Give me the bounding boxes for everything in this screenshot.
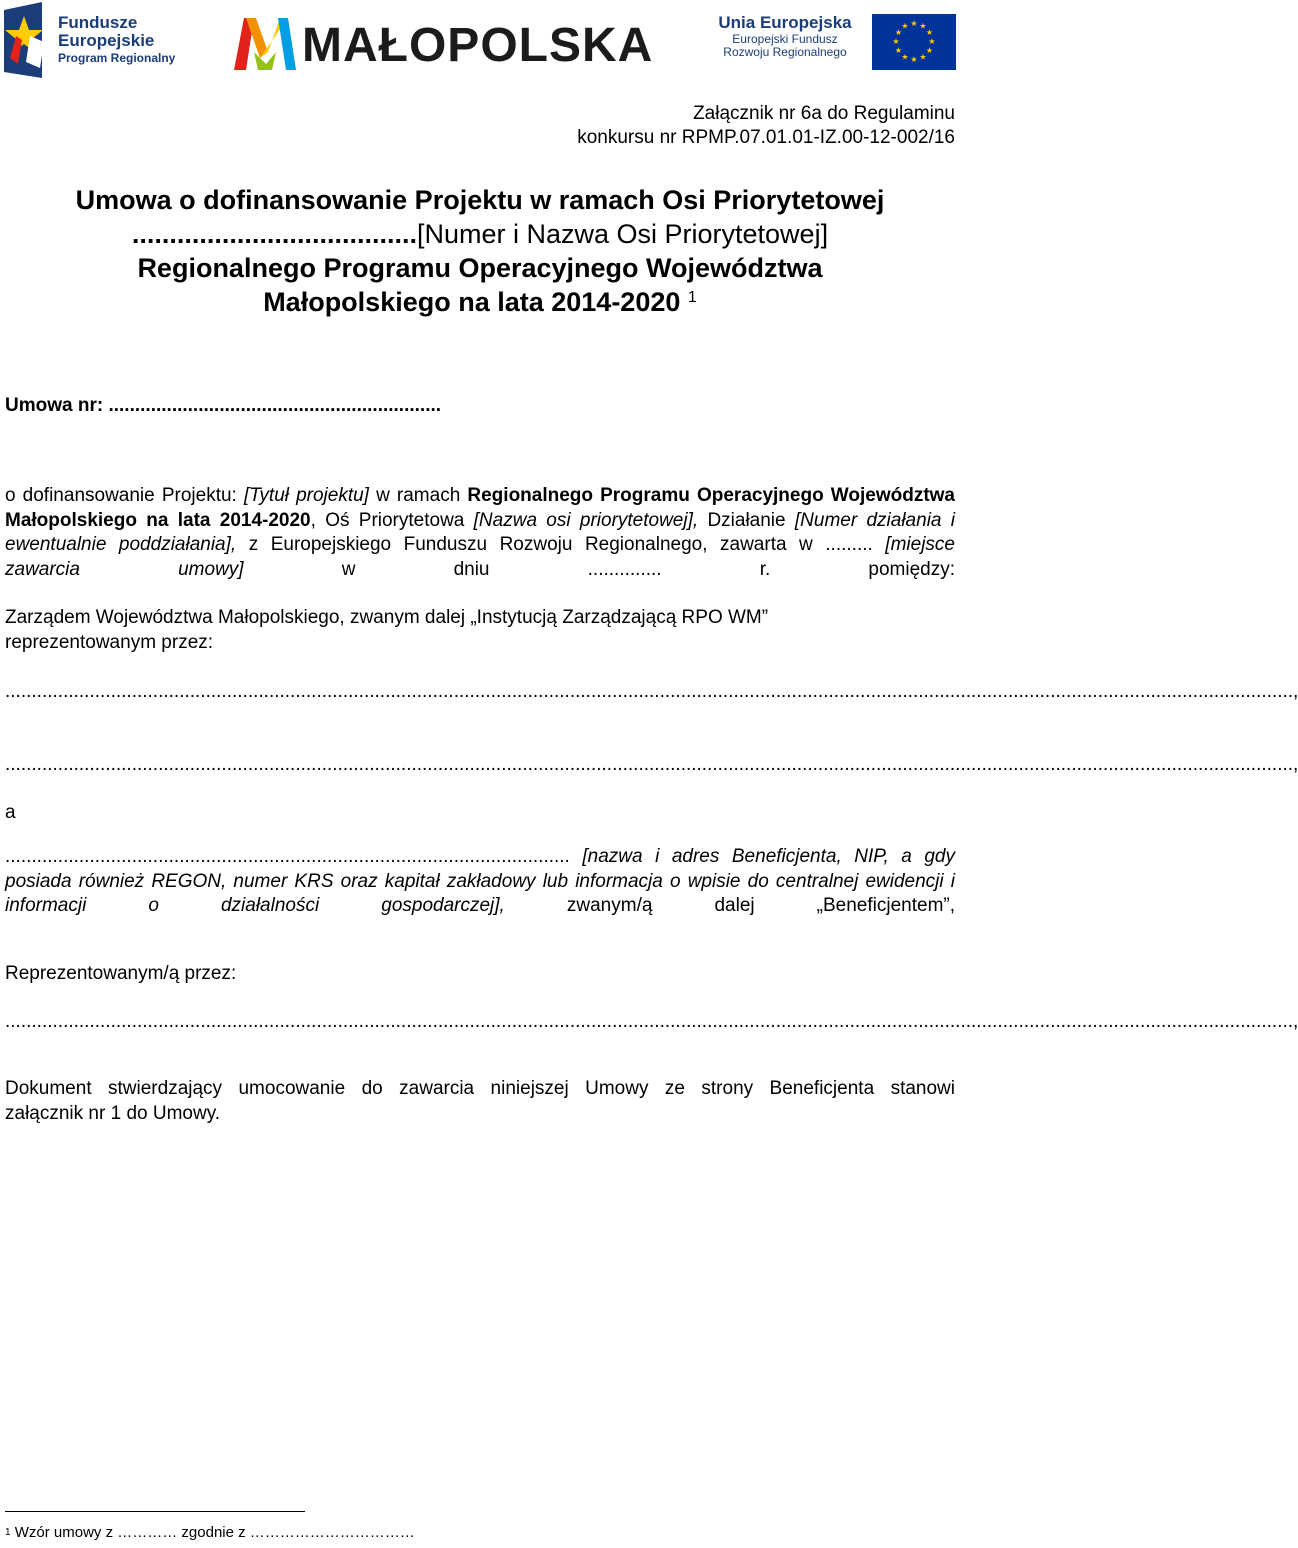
title-footnote-ref: 1 (687, 289, 697, 306)
intro-text-5: z Europejskiego Funduszu Rozwoju Regionalnego, zawarta w (236, 534, 826, 555)
eu-logo-line1: Unia Europejska (718, 13, 852, 32)
axis-name-placeholder: [Nazwa osi priorytetowej], (473, 509, 699, 531)
svg-text:★: ★ (919, 21, 927, 31)
svg-text:★: ★ (901, 21, 909, 31)
intro-text-7: r. pomiędzy: (661, 558, 955, 580)
malopolska-logo (232, 10, 652, 74)
beneficiary-text: zwanym/ą dalej „Beneficjentem”, (504, 895, 955, 916)
malopolska-m-icon (232, 12, 298, 72)
authorization-line1: Dokument stwierdzający umocowanie do zawarcia niniejszej Umowy ze strony Beneficjenta stanowi (5, 1078, 955, 1099)
svg-text:★: ★ (901, 52, 909, 62)
intro-paragraph (5, 484, 955, 582)
board-representative-2-dots: ...................................................................................................................................................................................................................................................., (5, 754, 1298, 775)
beneficiary-placeholder: [nazwa i adres Beneficjenta, NIP, a gdy posiada również REGON, numer KRS oraz kapitał zakładowy lub informacja o wpisie do centralnej ewidencji i informacji o działalności gospodarczej], (5, 846, 956, 916)
program-name: Regionalnego Programu Operacyjnego Województwa Małopolskiego na lata 2014-2020 (5, 485, 955, 531)
title-line1: Umowa o dofinansowanie Projektu w ramach Osi Priorytetowej (75, 185, 885, 215)
contract-number-label: Umowa nr: (5, 395, 104, 416)
title-dots: ...................................... (131, 219, 417, 249)
board-line1: Zarządem Województwa Małopolskiego, zwanym dalej „Instytucją Zarządzającą RPO WM” (5, 607, 769, 628)
authorization-paragraph (5, 1077, 955, 1126)
intro-text-1: o dofinansowanie Projektu: (5, 485, 244, 506)
represented-by: Reprezentowanym/ą przez: (5, 963, 237, 984)
footnote-text-2: zgodnie z (177, 1524, 250, 1541)
fe-logo-line1: Fundusze (58, 13, 138, 32)
svg-text:★: ★ (894, 28, 903, 37)
board-representative-1-dots: ...................................................................................................................................................................................................................................................., (5, 681, 1298, 702)
authorization-line2: załącznik nr 1 do Umowy. (5, 1102, 221, 1124)
svg-text:★: ★ (894, 46, 903, 55)
intro-text-3: , Oś Priorytetowa (310, 509, 474, 531)
annex-line2: konkursu nr RPMP.07.01.01-IZ.00-12-002/16 (577, 127, 955, 148)
svg-text:★: ★ (892, 37, 900, 46)
board-paragraph (5, 606, 955, 655)
document-title (0, 183, 960, 319)
logo-bar (0, 0, 960, 80)
title-axis-placeholder: [Numer i Nazwa Osi Priorytetowej] (416, 219, 829, 249)
title-line2 (0, 217, 960, 251)
place-dots: ......... (825, 534, 873, 555)
svg-text:★: ★ (925, 28, 934, 37)
footnote-number: 1 (5, 1527, 11, 1538)
intro-text-6: w dniu (243, 558, 588, 580)
eu-logo (710, 12, 960, 72)
fe-logo-line2: Europejskie (58, 31, 155, 50)
title-line4: Małopolskiego na lata 2014-2020 (263, 287, 681, 317)
annex-reference (577, 102, 955, 150)
svg-text:★: ★ (910, 19, 918, 28)
svg-text:★: ★ (919, 52, 927, 62)
place-placeholder: [miejsce zawarcia umowy] (5, 534, 955, 580)
footnote (5, 1523, 415, 1543)
eu-logo-line3: Rozwoju Regionalnego (723, 44, 847, 59)
beneficiary-representative-dots: ...................................................................................................................................................................................................................................................., (5, 1011, 1298, 1032)
footnote-separator (5, 1511, 305, 1512)
intro-text-4: Działanie (698, 509, 795, 531)
contract-number-dots: ............................................................... (108, 395, 442, 416)
intro-text-2: w ramach (368, 485, 468, 506)
contract-number (5, 394, 955, 419)
footnote-dots-1: ………… (117, 1524, 178, 1541)
date-dots: .............. (587, 558, 662, 580)
svg-text:★: ★ (928, 37, 936, 46)
annex-line1: Załącznik nr 6a do Regulaminu (693, 103, 955, 124)
fe-star-icon (4, 2, 54, 78)
svg-text:★: ★ (910, 55, 918, 64)
beneficiary-dots: ........................................................................................................... (5, 846, 570, 867)
footnote-text-1: Wzór umowy z (10, 1524, 118, 1541)
board-line2: reprezentowanym przez: (5, 631, 214, 653)
footnote-dots-2: …………………………… (249, 1524, 415, 1541)
title-line3: Regionalnego Programu Operacyjnego Województwa (137, 253, 823, 283)
fe-logo-line3: Program Regionalny (58, 51, 176, 65)
eu-flag-icon (872, 14, 956, 70)
fundusze-europejskie-logo (4, 2, 194, 78)
eu-logo-line2: Europejski Fundusz (732, 31, 838, 46)
svg-text:★: ★ (925, 46, 934, 55)
and-word: a (5, 802, 16, 823)
malopolska-logo-text: MAŁOPOLSKA (302, 19, 654, 72)
measure-number-placeholder: [Numer działania i ewentualnie poddziałania], (5, 509, 955, 555)
beneficiary-paragraph (5, 845, 955, 919)
project-title-placeholder: [Tytuł projektu] (243, 485, 369, 506)
